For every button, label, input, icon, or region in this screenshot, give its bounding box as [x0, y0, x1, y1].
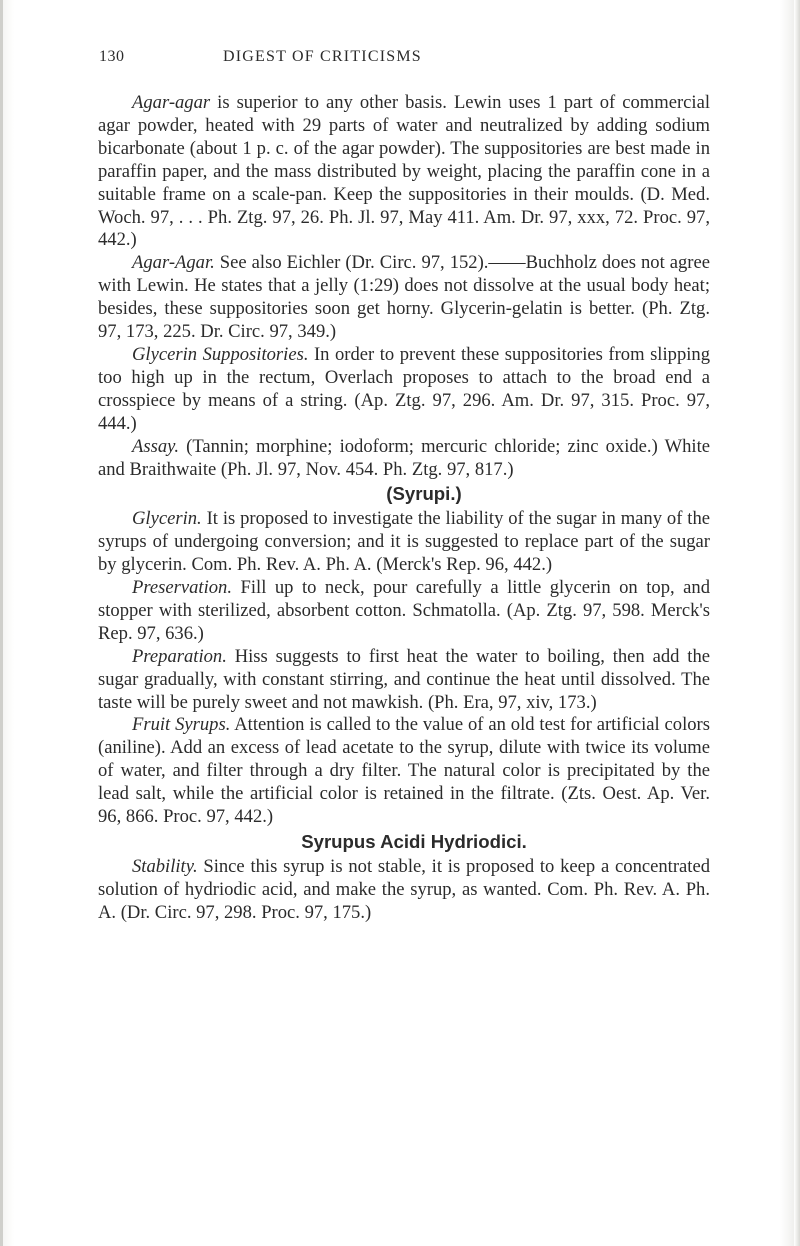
entry-term: Agar-agar: [132, 92, 211, 113]
entry-term: Preparation.: [132, 645, 227, 667]
entry-term: Preservation.: [132, 577, 233, 599]
section-heading-syrupus-acidi-hydriodici: Syrupus Acidi Hydriodici.: [301, 831, 527, 852]
entry-preparation: [98, 646, 710, 715]
entry-term: Glycerin.: [132, 508, 202, 530]
entry-agar-agar-see-also: [98, 252, 710, 344]
entry-text: Hiss suggests to first heat the water to boiling, then add the sugar gradually, with constant stirring, and continue the heat until dissolved. The taste will be purely sweet and not mawkish. (Ph. Era, 97, xiv, 173.): [98, 645, 710, 713]
entry-term: Fruit Syrups.: [132, 714, 231, 736]
entry-agar-agar: [98, 92, 710, 252]
entry-glycerin-suppositories: [98, 344, 710, 436]
running-head: DIGEST OF CRITICISMS: [223, 48, 422, 65]
entry-assay: [98, 436, 710, 482]
entry-term: Glycerin Suppositories.: [132, 343, 309, 365]
entry-text: Since this syrup is not stable, it is proposed to keep a concentrated solution of hydriodic acid, and make the syrup, as wanted. Com. Ph. Rev. A. Ph. A. (Dr. Circ. 97, 298. Proc. 97, 175.): [98, 855, 710, 923]
entry-term: Agar-Agar.: [132, 252, 215, 274]
page-header: [99, 48, 709, 72]
entry-text: Attention is called to the value of an old test for artificial colors (aniline). Add an excess of lead acetate to the syrup, dilute with twice its volume of water, and filter through a dry filter. The natural color is precipitated by the lead salt, while the artificial color is retained in the filtrate. (Zts. Oest. Ap. Ver. 96, 866. Proc. 97, 442.): [98, 714, 710, 828]
entry-text: (Tannin; morphine; iodoform; mercuric chloride; zinc oxide.) White and Braithwaite (Ph. Jl. 97, Nov. 454. Ph. Ztg. 97, 817.): [98, 435, 710, 480]
page-number: 130: [99, 48, 125, 65]
entry-stability: [98, 856, 710, 925]
page-right-edge: [794, 0, 800, 1246]
body-text: [98, 92, 710, 925]
entry-text: Fill up to neck, pour carefully a little glycerin on top, and stopper with sterilized, absorbent cotton. Schmatolla. (Ap. Ztg. 97, 598. Merck's Rep. 97, 636.): [98, 577, 710, 644]
page-left-edge: [0, 0, 3, 1246]
entry-text: is superior to any other basis. Lewin uses 1 part of commercial agar powder, heated with 29 parts of water and neutralized by adding sodium bicarbonate (about 1 p. c. of the agar powder). The suppositories are best made in paraffin paper, and the mass distributed by weight, placing the paraffin cone in a suitable frame on a scale-pan. Keep the suppositories in their moulds. (D. Med. Woch. 97, . . . Ph. Ztg. 97, 26. Ph. Jl. 97, May 411. Am. Dr. 97, xxx, 72. Proc. 97, 442.): [98, 92, 710, 251]
entry-glycerin: [98, 508, 710, 577]
entry-term: Assay.: [132, 435, 180, 457]
entry-term: Stability.: [132, 855, 198, 877]
entry-text: See also Eichler (Dr. Circ. 97, 152).——Buchholz does not agree with Lewin. He states that a jelly (1:29) does not dissolve at the usual body heat; besides, these suppositories soon get horny. Glycerin-gelatin is better. (Ph. Ztg. 97, 173, 225. Dr. Circ. 97, 349.): [98, 252, 710, 343]
entry-preservation: [98, 577, 710, 646]
entry-fruit-syrups: [98, 714, 710, 829]
section-heading-syrupi: (Syrupi.): [386, 483, 462, 505]
entry-text: In order to prevent these suppositories from slipping too high up in the rectum, Overlach proposes to attach to the broad end a crosspiece by means of a string. (Ap. Ztg. 97, 296. Am. Dr. 97, 315. Proc. 97, 444.): [98, 343, 710, 434]
entry-text: It is proposed to investigate the liability of the sugar in many of the syrups of undergoing conversion; and it is suggested to replace part of the sugar by glycerin. Com. Ph. Rev. A. Ph. A. (Merck's Rep. 96, 442.): [98, 508, 710, 576]
